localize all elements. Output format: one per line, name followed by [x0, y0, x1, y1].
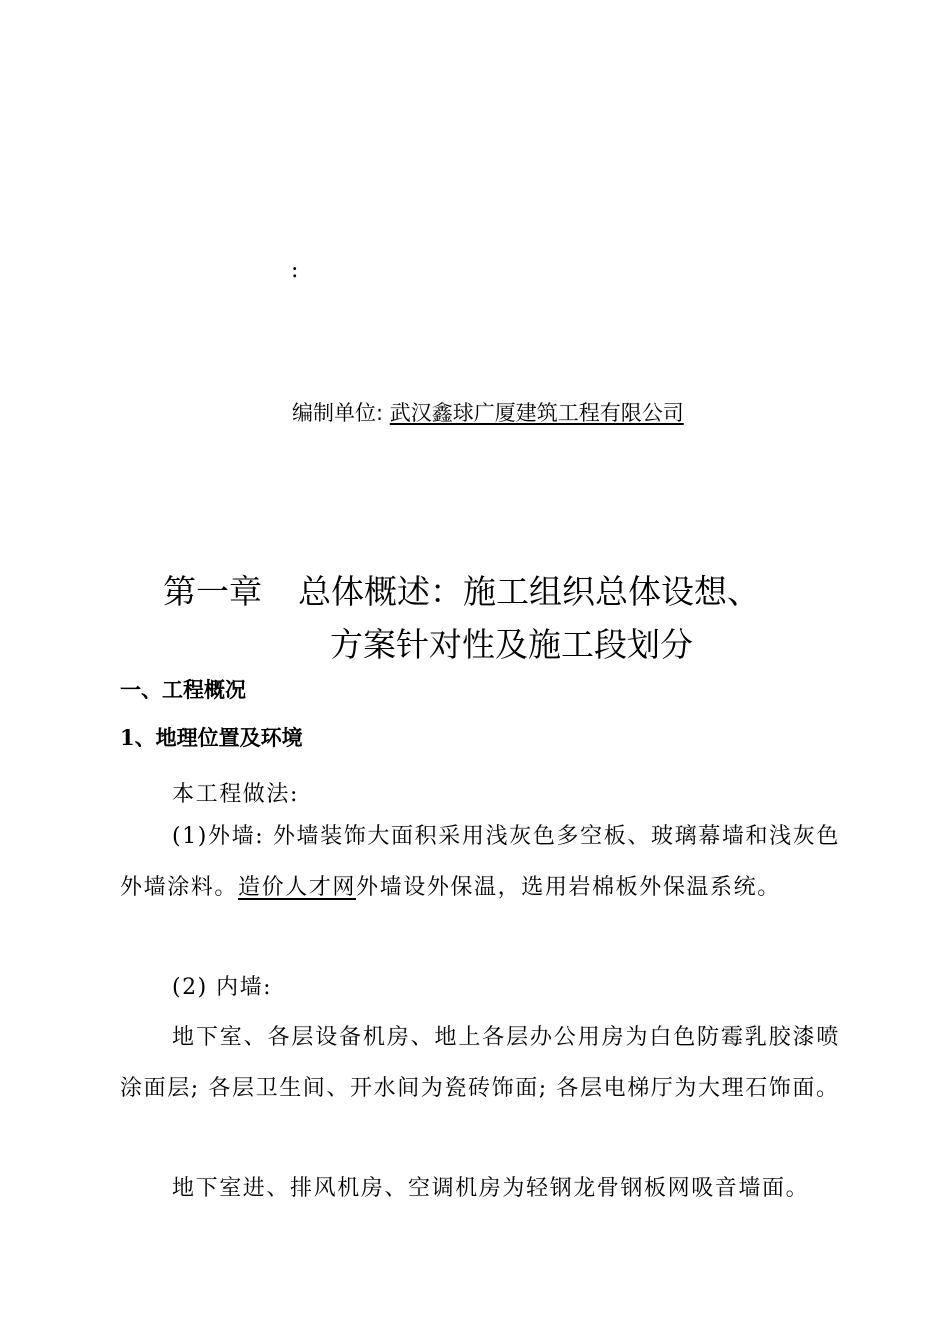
- paragraph-basement: 地下室进、排风机房、空调机房为轻钢龙骨钢板网吸音墙面。: [172, 1176, 810, 1201]
- chapter-number: 第一章: [163, 572, 262, 611]
- exterior-text-suffix: 外墙设外保温，选用岩棉板外保温系统。: [356, 875, 781, 900]
- exterior-link[interactable]: 造价人才网: [238, 875, 357, 900]
- compiler-line: [292, 397, 684, 427]
- chapter-title-text: 总体概述：施工组织总体设想、: [298, 572, 760, 611]
- chapter-title-line1: [163, 566, 760, 613]
- compiler-name: 武汉鑫球广厦建筑工程有限公司: [389, 401, 684, 425]
- cover-colon: :: [291, 258, 299, 283]
- compiler-label: 编制单位:: [292, 401, 384, 425]
- section-heading-overview: 一、工程概况: [120, 677, 246, 702]
- paragraph-interior-label: (2) 内墙:: [172, 975, 273, 1000]
- paragraph-intro: 本工程做法:: [172, 782, 300, 807]
- paragraph-exterior-wall: [120, 811, 840, 913]
- section-heading-location: 1、地理位置及环境: [120, 725, 303, 750]
- paragraph-interior-wall: 地下室、各层设备机房、地上各层办公用房为白色防霉乳胶漆喷涂面层; 各层卫生间、开水间为瓷砖饰面; 各层电梯厅为大理石饰面。: [120, 1025, 840, 1101]
- exterior-text-prefix: (1)外墙: 外墙装饰大面积采用浅灰色多空板、玻璃幕墙和浅灰色外墙涂料。: [120, 824, 840, 900]
- chapter-title-line2: 方案针对性及施工段划分: [330, 625, 693, 664]
